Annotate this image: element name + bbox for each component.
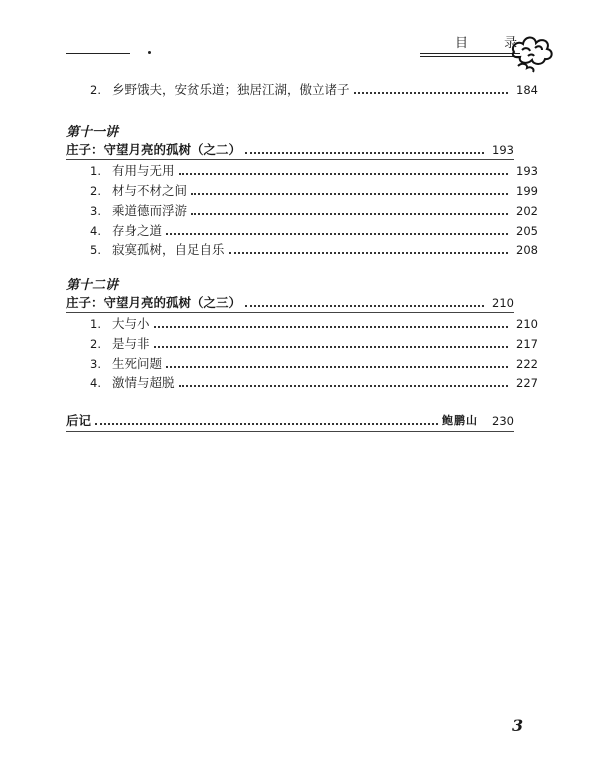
entry-number: 4.	[90, 376, 101, 390]
header-rule-left	[66, 53, 130, 54]
toc-entry[interactable]	[66, 202, 538, 220]
toc-entry[interactable]	[66, 315, 538, 333]
dot-leader	[154, 346, 508, 348]
chapter-underline	[66, 159, 514, 160]
entry-page: 184	[516, 83, 538, 97]
dot-leader	[95, 423, 438, 425]
chapter-page: 193	[492, 143, 514, 157]
entry-number: 1.	[90, 317, 101, 331]
toc-entry[interactable]	[66, 335, 538, 353]
entry-page: 205	[516, 224, 538, 238]
dot-leader	[245, 152, 484, 154]
page-title: 目 录	[455, 36, 534, 51]
page-number: 3	[512, 716, 524, 735]
dot-leader	[354, 92, 508, 94]
dot-leader	[179, 173, 508, 175]
dot-leader	[154, 326, 508, 328]
afterword-title: 后记	[66, 413, 92, 428]
entry-number: 3.	[90, 357, 101, 371]
entry-title: 生死问题	[112, 356, 163, 371]
dot-leader	[166, 233, 508, 235]
chapter-title: 庄子：守望月亮的孤树（之三）	[66, 295, 242, 310]
chapter-title: 庄子：守望月亮的孤树（之二）	[66, 142, 242, 157]
chapter-page: 210	[492, 296, 514, 310]
entry-title: 是与非	[112, 336, 150, 351]
entry-number: 1.	[90, 164, 101, 178]
header-dot	[148, 51, 151, 54]
entry-number: 5.	[90, 243, 101, 257]
entry-title: 存身之道	[112, 223, 163, 238]
entry-title: 材与不材之间	[112, 183, 188, 198]
entry-title: 乡野饿夫，安贫乐道；独居江湖，傲立诸子	[112, 82, 350, 97]
toc-entry[interactable]	[66, 182, 538, 200]
entry-page: 222	[516, 357, 538, 371]
entry-title: 大与小	[112, 316, 150, 331]
lecture-12-heading: 第十二讲	[66, 278, 119, 293]
entry-page: 193	[516, 164, 538, 178]
header-rule-right-2	[420, 56, 520, 57]
header-rule-right	[420, 53, 520, 54]
entry-number: 2.	[90, 83, 101, 97]
entry-number: 4.	[90, 224, 101, 238]
entry-number: 3.	[90, 204, 101, 218]
afterword-entry[interactable]	[66, 412, 514, 430]
dot-leader	[245, 305, 484, 307]
toc-entry[interactable]	[66, 355, 538, 373]
dot-leader	[179, 385, 508, 387]
entry-page: 227	[516, 376, 538, 390]
entry-page: 199	[516, 184, 538, 198]
afterword-page: 230	[492, 414, 514, 428]
afterword-underline	[66, 431, 514, 432]
entry-number: 2.	[90, 337, 101, 351]
chapter-entry[interactable]	[66, 294, 514, 312]
chapter-underline	[66, 312, 514, 313]
dot-leader	[166, 366, 508, 368]
dot-leader	[229, 252, 508, 254]
entry-title: 有用与无用	[112, 163, 175, 178]
entry-title: 寂寞孤树，自足自乐	[112, 242, 225, 257]
entry-page: 202	[516, 204, 538, 218]
dot-leader	[191, 213, 508, 215]
toc-entry[interactable]	[66, 374, 538, 392]
entry-title: 激情与超脱	[112, 375, 175, 390]
dot-leader	[191, 193, 508, 195]
entry-number: 2.	[90, 184, 101, 198]
entry-page: 208	[516, 243, 538, 257]
cloud-ornament-icon	[508, 28, 558, 74]
toc-entry[interactable]	[66, 222, 538, 240]
toc-entry[interactable]	[66, 81, 538, 99]
entry-page: 217	[516, 337, 538, 351]
entry-title: 乘道德而浮游	[112, 203, 188, 218]
toc-entry[interactable]	[66, 162, 538, 180]
lecture-11-heading: 第十一讲	[66, 125, 119, 140]
chapter-entry[interactable]	[66, 141, 514, 159]
toc-entry[interactable]	[66, 241, 538, 259]
entry-page: 210	[516, 317, 538, 331]
afterword-author: 鲍鹏山	[442, 414, 478, 427]
